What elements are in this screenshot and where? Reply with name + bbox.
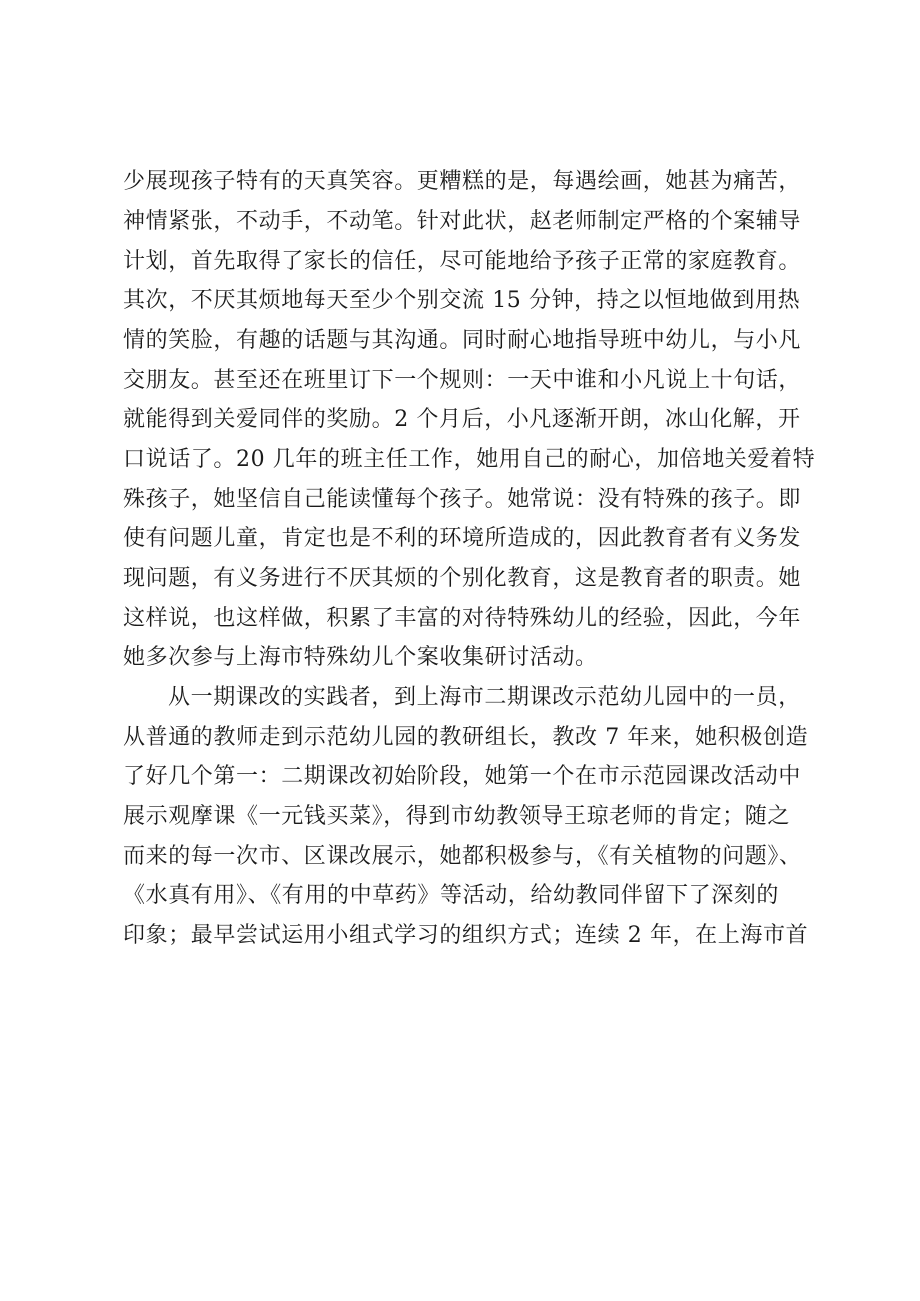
paragraph-1-line-1: 少展现孩子特有的天真笑容。更糟糕的是，每遇绘画，她甚为痛苦， xyxy=(123,169,802,194)
paragraph-2-line-4: 展示观摩课《一元钱买菜》，得到市幼教领导王琼老师的肯定；随之 xyxy=(123,804,791,829)
paragraph-2-line-1: 从一期课改的实践者，到上海市二期课改示范幼儿园中的一员， xyxy=(168,685,801,710)
paragraph-1-line-6: 交朋友。甚至还在班里订下一个规则：一天中谁和小凡说上十句话， xyxy=(123,368,802,393)
paragraph-1-line-12: 这样说，也这样做，积累了丰富的对待特殊幼儿的经验，因此，今年 xyxy=(123,606,802,631)
paragraph-2-line-2: 从普通的教师走到示范幼儿园的教研组长，教改 7 年来，她积极创造 xyxy=(123,725,809,750)
paragraph-1-line-4: 其次，不厌其烦地每天至少个别交流 15 分钟，持之以恒地做到用热 xyxy=(123,288,801,313)
paragraph-1-line-11: 现问题，有义务进行不厌其烦的个别化教育，这是教育者的职责。她 xyxy=(123,566,802,591)
paragraph-1-line-9: 殊孩子，她坚信自己能读懂每个孩子。她常说：没有特殊的孩子。即 xyxy=(123,487,802,512)
paragraph-1-line-5: 情的笑脸，有趣的话题与其沟通。同时耐心地指导班中幼儿，与小凡 xyxy=(123,328,802,353)
paragraph-2-line-5: 而来的每一次市、区课改展示，她都积极参与，《有关植物的问题》、 xyxy=(123,844,802,869)
paragraph-1-line-13: 她多次参与上海市特殊幼儿个案收集研讨活动。 xyxy=(123,645,598,670)
paragraph-2-line-6: 《水真有用》、《有用的中草药》等活动，给幼教同伴留下了深刻的 xyxy=(123,883,780,908)
paragraph-2-line-3: 了好几个第一：二期课改初始阶段，她第一个在市示范园课改活动中 xyxy=(123,764,802,789)
paragraph-1-line-8: 口说话了。20 几年的班主任工作，她用自己的耐心，加倍地关爱着特 xyxy=(123,447,816,472)
paragraph-1-line-3: 计划，首先取得了家长的信任，尽可能地给予孩子正常的家庭教育。 xyxy=(123,249,802,274)
paragraph-1-line-10: 使有问题儿童，肯定也是不利的环境所造成的，因此教育者有义务发 xyxy=(123,526,802,551)
paragraph-1-line-7: 就能得到关爱同伴的奖励。2 个月后，小凡逐渐开朗，冰山化解，开 xyxy=(123,407,801,432)
paragraph-2-line-7: 印象；最早尝试运用小组式学习的组织方式；连续 2 年，在上海市首 xyxy=(123,923,809,948)
paragraph-1-line-2: 神情紧张，不动手，不动笔。针对此状，赵老师制定严格的个案辅导 xyxy=(123,209,802,234)
